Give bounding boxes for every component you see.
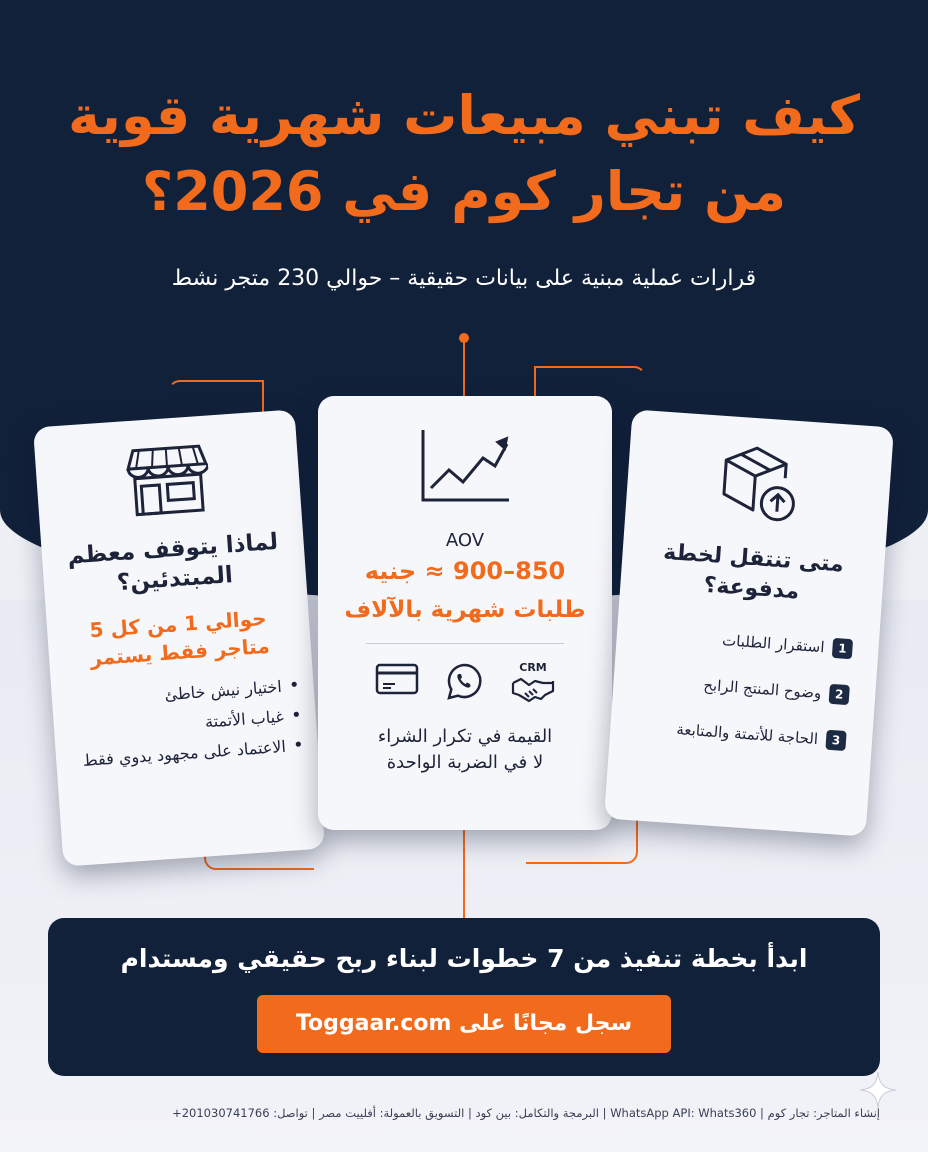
- whatsapp-icon: [445, 662, 485, 702]
- list-item: • غياب الأتمتة: [63, 704, 302, 745]
- connector-line-top: [463, 340, 465, 398]
- value-text: القيمة في تكرار الشراء لا في الضربة الواحدة: [377, 726, 553, 773]
- step-number: 3: [825, 730, 846, 751]
- box-upload-icon: [714, 438, 804, 528]
- card-left-title: لماذا يتوقف معظم المبتدئين؟: [66, 528, 279, 597]
- cta-panel: [48, 918, 880, 1076]
- cta-text: ابدأ بخطة تنفيذ من 7 خطوات لبناء ربح حقيقي ومستدام: [120, 944, 808, 973]
- step-label: الحاجة للأتمتة والمتابعة: [675, 720, 819, 749]
- list-item: [623, 667, 850, 707]
- title-line-2: من تجار كوم في 2026؟: [141, 160, 787, 223]
- footer-credits: إنشاء المتاجر: تجار كوم | WhatsApp API: Whats360 | البرمجة والتكامل: بين كود | التسويق بالعمولة: أفلييت مصر | تواصل: 201030741766+: [172, 1106, 880, 1120]
- card-aov: [318, 396, 612, 830]
- integration-icons: [318, 662, 612, 706]
- title-line-1: كيف تبني مبيعات شهرية قوية: [67, 84, 861, 147]
- step-label: وضوح المنتج الرابح: [702, 675, 822, 703]
- aov-value: 850–900 ≈ جنيه: [364, 557, 566, 585]
- list-item: • اختيار نيش خاطئ: [61, 674, 300, 715]
- card-why-beginners-stop: [33, 409, 325, 866]
- crm-label: CRM: [519, 661, 547, 674]
- storefront-icon: [124, 440, 211, 520]
- card-right-title: متى تنتقل لخطة مدفوعة؟: [662, 539, 845, 605]
- page-title: [40, 78, 888, 230]
- list-item: [626, 622, 853, 662]
- list-item: [620, 713, 847, 753]
- step-number: 1: [832, 638, 853, 659]
- credit-card-icon: [375, 662, 419, 696]
- card-when-to-upgrade: [604, 409, 894, 836]
- crm-handshake-icon: [511, 675, 555, 703]
- sparkle-icon: [858, 1070, 898, 1110]
- subtitle: قرارات عملية مبنية على بيانات حقيقية – حوالي 230 متجر نشط: [171, 266, 757, 291]
- card-left-highlight: حوالي 1 من كل 5 متاجر فقط يستمر: [88, 605, 271, 671]
- card-right-steps: [610, 621, 879, 755]
- step-number: 2: [829, 684, 850, 705]
- aov-label: AOV: [445, 530, 485, 551]
- divider: [366, 643, 564, 644]
- crm-block: [511, 662, 555, 706]
- list-item: • الاعتماد على مجهود يدوي فقط: [66, 734, 305, 775]
- connector-line-bottom: [463, 830, 465, 918]
- card-left-bullets: [51, 673, 318, 775]
- growth-chart-icon: [417, 426, 513, 506]
- orders-line: طلبات شهرية بالآلاف: [344, 597, 586, 623]
- signup-button[interactable]: سجل مجانًا على Toggaar.com: [257, 995, 671, 1053]
- step-label: استقرار الطلبات: [721, 631, 826, 657]
